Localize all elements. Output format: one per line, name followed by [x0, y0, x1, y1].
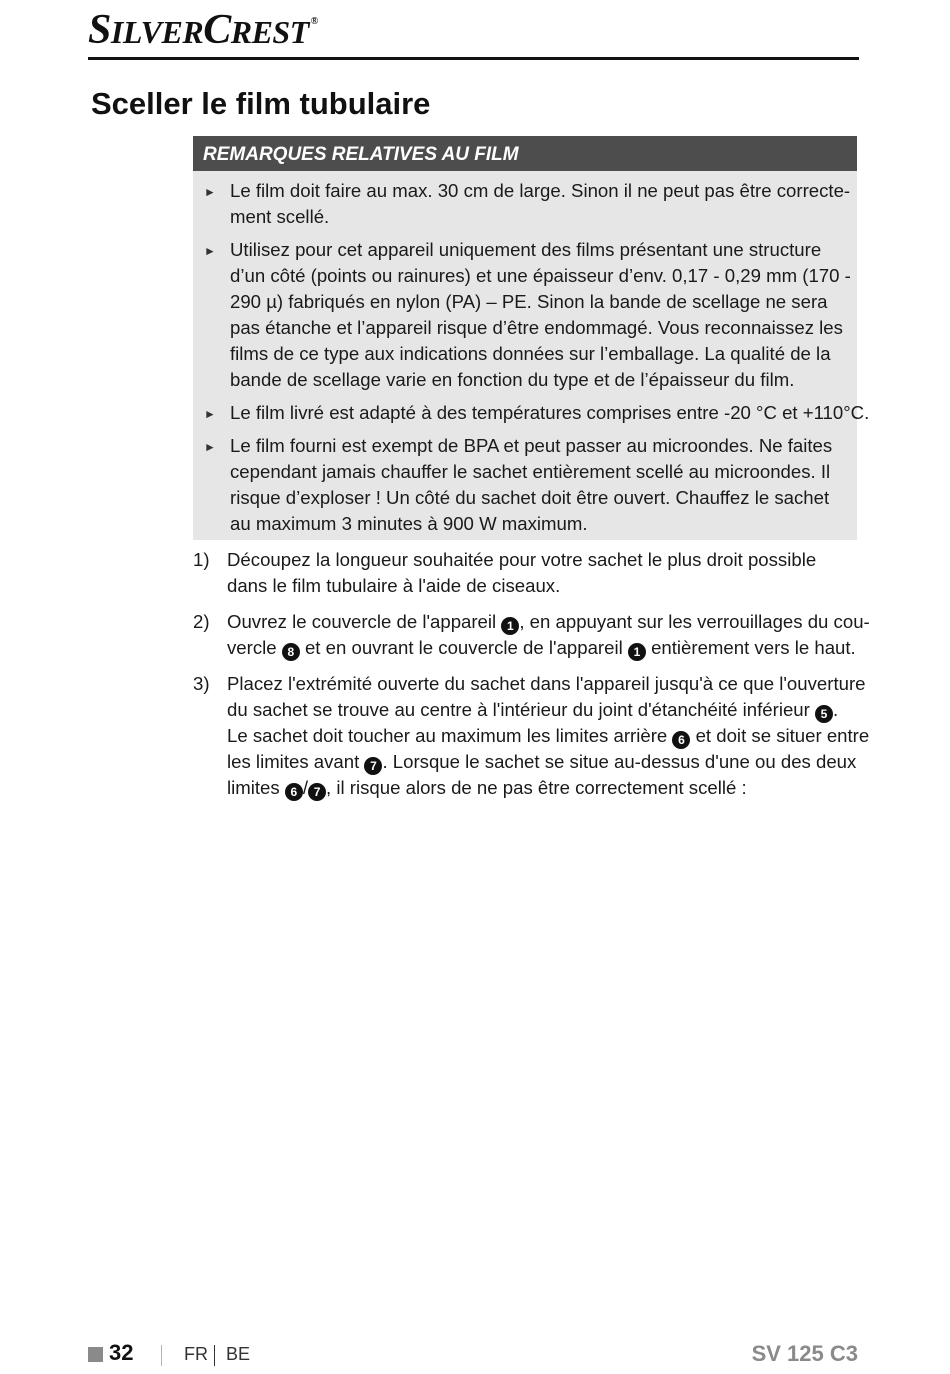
triangle-bullet-icon: ► [204, 244, 216, 258]
callout-number: 5 [815, 705, 833, 723]
triangle-bullet-icon: ► [204, 440, 216, 454]
step-number: 3) [193, 673, 210, 694]
note-box: REMARQUES RELATIVES AU FILM ► Le film doit faire au max. 30 cm de large. Sinon il ne peut pas être correcte- ment scellé. ► Utilisez pour cet appareil uniquement des films présentant une structure d’un côté (points ou rainures) et une épaisseur d’env. 0,17 - 0,29 mm (170 - 290 µ) fabriqués en nylon (PA) – PE. Sinon la bande de scellage ne sera pas étanche et l’appareil risque d’être endommagé. Vous reconnaissez les films de ce type aux indications données sur l’emballage. La qualité de la bande de scellage varie en fonction du type et de l’épaisseur du film. ► Le film livré est adapté à des températures comprises entre -20 °C et +110°C. ► Le film fourni est exempt de BPA et peut passer au microondes. Ne faites cependant jamais chauffer le sachet entièrement scellé au microondes. Il risque d’exploser ! Un côté du sachet doit être ouvert. Chauffez le sachet au maximum 3 minutes à 900 W maximum. [193, 136, 857, 540]
callout-number: 6 [285, 783, 303, 801]
callout-number: 1 [628, 643, 646, 661]
callout-number: 7 [364, 757, 382, 775]
triangle-bullet-icon: ► [204, 407, 216, 421]
step-number: 2) [193, 611, 210, 632]
page-number: 32 [109, 1340, 134, 1365]
page-marker-square [88, 1347, 103, 1362]
note-heading: REMARQUES RELATIVES AU FILM [193, 136, 857, 171]
brand-logo: SILVERCREST ® [88, 7, 318, 53]
step-number: 1) [193, 549, 210, 570]
language-code: BE [226, 1344, 251, 1364]
model-number: SV 125 C3 [751, 1341, 858, 1366]
header-rule [88, 57, 859, 60]
footer-divider [161, 1345, 162, 1366]
callout-number: 7 [308, 783, 326, 801]
callout-number: 8 [282, 643, 300, 661]
callout-number: 6 [672, 731, 690, 749]
triangle-bullet-icon: ► [204, 185, 216, 199]
language-code: FR [184, 1344, 208, 1364]
callout-number: 1 [501, 617, 519, 635]
footer-divider [214, 1345, 215, 1366]
page-title: Sceller le film tubulaire [91, 86, 431, 121]
